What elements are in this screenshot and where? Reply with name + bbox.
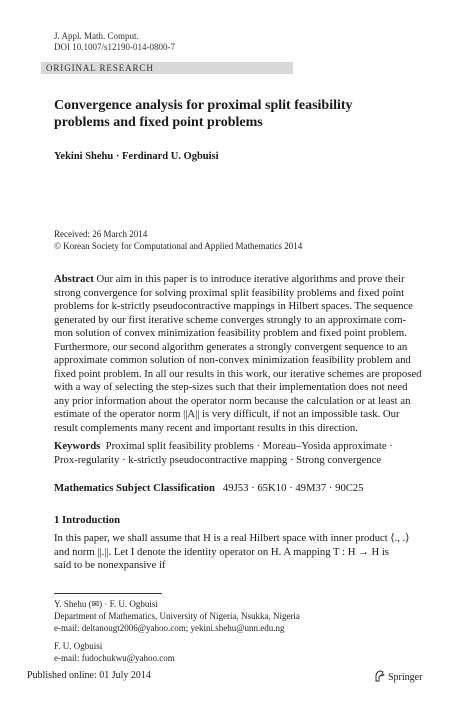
msc <box>54 482 364 496</box>
journal-header <box>54 31 175 53</box>
publisher-logo <box>374 670 422 686</box>
footnote-rule <box>54 593 162 594</box>
copyright: © Korean Society for Computational and Applied Mathematics 2014 <box>54 241 303 251</box>
footnotes <box>54 598 300 664</box>
abstract-line: Furthermore, our second algorithm generates a strongly convergent sequence to an <box>54 340 408 353</box>
springer-horse-icon <box>374 670 385 686</box>
published-date: Published online: 01 July 2014 <box>27 670 151 681</box>
footnote-email: e-mail: deltanougt2006@yahoo.com; yekini.shehu@unn.edu.ng <box>54 623 285 633</box>
authors: Yekini Shehu · Ferdinard U. Ogbuisi <box>54 151 219 162</box>
footnote-author: F. U. Ogbuisi <box>54 641 103 651</box>
title-line: Convergence analysis for proximal split feasibility <box>54 98 353 113</box>
abstract-line: Abstract Our aim in this paper is to introduce iterative algorithms and prove their <box>54 273 405 285</box>
abstract-line: result complements many recent and important results in this direction. <box>54 421 358 434</box>
intro-line: and norm ||.||. Let I denote the identity operator on H. A mapping T : H → H is <box>54 545 389 558</box>
footnote-affiliation: Department of Mathematics, University of Nigeria, Nsukka, Nigeria <box>54 611 300 621</box>
abstract-line: generated by our first iterative scheme converges strongly to an approximate com- <box>54 313 407 326</box>
abstract-line: estimate of the operator norm ||A|| is very difficult, if not an impossible task. Our <box>54 408 400 420</box>
abstract-line: mon solution of convex minimization feasibility problem and fixed point problem. <box>54 327 407 339</box>
section-label: ORIGINAL RESEARCH <box>46 63 154 73</box>
keywords-heading: Keywords <box>54 440 101 452</box>
paper-title <box>54 97 353 131</box>
keywords <box>54 440 393 467</box>
footnote-email: e-mail: fudochukwu@yahoo.com <box>54 653 175 663</box>
abstract-line: approximate common solution of non-convex minimization feasibility problem and <box>54 354 411 366</box>
msc-heading: Mathematics Subject Classification <box>54 482 215 494</box>
keywords-line: Prox-regularity · k-strictly pseudocontractive mapping · Strong convergence <box>54 453 382 466</box>
introduction <box>54 532 409 573</box>
abstract-line: problems for k-strictly pseudocontractive mappings in Hilbert spaces. The sequence <box>54 300 413 312</box>
abstract-line: fixed point problem. In all our results in this work, our iterative schemes are proposed <box>54 367 422 380</box>
abstract-line: strong convergence for solving proximal split feasibility problems and fixed point <box>54 286 405 299</box>
abstract <box>54 273 421 435</box>
msc-codes: 49J53 · 65K10 · 49M37 · 90C25 <box>222 482 364 494</box>
intro-line: said to be nonexpansive if <box>54 559 166 571</box>
journal-doi: DOI 10.1007/s12190-014-0800-7 <box>54 42 175 52</box>
abstract-line: any prior information about the operator norm because the calculation or at least an <box>54 394 411 407</box>
footnote-authors: Y. Shehu (✉) · F. U. Ogbuisi <box>54 599 158 609</box>
abstract-line: with a way of selecting the step-sizes such that their implementation does not need <box>54 381 408 393</box>
journal-name: J. Appl. Math. Comput. <box>54 31 139 41</box>
received-date: Received: 26 March 2014 <box>54 229 148 239</box>
intro-heading: 1 Introduction <box>54 514 121 526</box>
publisher-name: Springer <box>388 672 423 683</box>
abstract-heading: Abstract <box>54 273 94 285</box>
keywords-line: Keywords Proximal split feasibility problems · Moreau–Yosida approximate · <box>54 440 393 452</box>
title-line: problems and fixed point problems <box>54 115 263 130</box>
intro-line: In this paper, we shall assume that H is a real Hilbert space with inner product ⟨., .⟩ <box>54 532 410 544</box>
